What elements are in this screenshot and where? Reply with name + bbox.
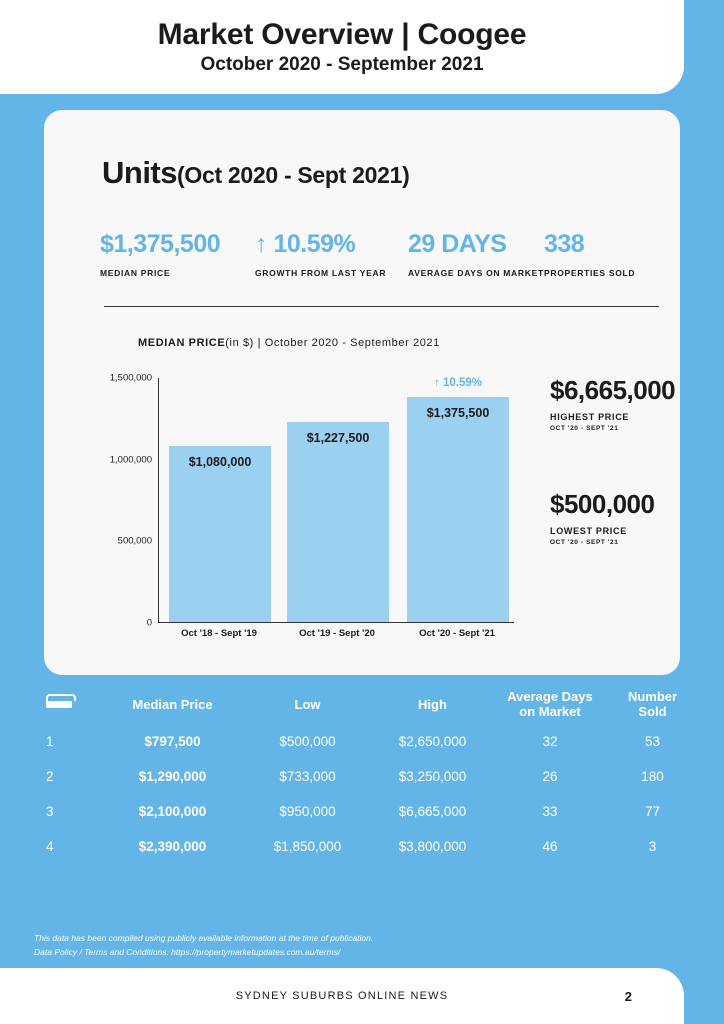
column-header-high: High	[418, 696, 447, 712]
page-subtitle: October 2020 - September 2021	[200, 54, 484, 75]
kpi-growth	[255, 230, 408, 279]
page-number: 2	[624, 988, 632, 1004]
cell-number-sold: 77	[644, 804, 661, 819]
card-title-main: Units	[102, 155, 177, 190]
stat-period: OCT '20 - SEPT '21	[550, 539, 619, 546]
chart-plot-area	[158, 378, 514, 623]
table-header-row	[30, 686, 700, 724]
bar-2019-2020	[287, 422, 389, 622]
kpi-median-price	[100, 230, 255, 279]
highest-price-stat	[550, 375, 724, 432]
footer-brand: SYDNEY SUBURBS ONLINE NEWS	[235, 990, 449, 1002]
cell-number-sold: 53	[644, 734, 661, 749]
chart-heading-rest: (in $) | October 2020 - September 2021	[225, 337, 440, 349]
cell-median-price: $2,390,000	[138, 839, 207, 854]
page-header	[0, 0, 684, 94]
disclaimer-line-1: This data has been compiled using publicly available information at the time of publication.	[34, 933, 374, 943]
chart-x-axis	[158, 628, 514, 646]
cell-high: $6,665,000	[398, 804, 467, 819]
lowest-price-stat	[550, 489, 724, 546]
cell-average-days: 26	[542, 769, 558, 784]
bed-icon	[46, 695, 72, 711]
kpi-row	[100, 230, 660, 279]
bar-2018-2019	[169, 446, 271, 622]
cell-low: $500,000	[279, 734, 336, 749]
cell-number-sold: 180	[641, 769, 664, 784]
y-tick-label: 500,000	[117, 535, 152, 547]
table-row	[30, 829, 700, 864]
column-header-number-sold	[605, 690, 700, 720]
units-summary-card	[44, 110, 680, 675]
column-header-average-days	[495, 690, 605, 720]
kpi-properties-sold	[544, 230, 660, 279]
chart-heading	[138, 337, 440, 349]
median-price-bar-chart	[96, 372, 516, 646]
bedrooms-breakdown-table	[30, 686, 700, 864]
cell-high: $3,800,000	[398, 839, 467, 854]
kpi-average-days	[408, 230, 544, 279]
x-tick-label: Oct '20 - Sept '21	[419, 628, 495, 639]
cell-median-price: $2,100,000	[138, 804, 207, 819]
cell-high: $2,650,000	[398, 734, 467, 749]
kpi-value: 338	[544, 230, 585, 258]
cell-high: $3,250,000	[398, 769, 467, 784]
divider	[104, 306, 659, 307]
y-tick-label: 0	[146, 617, 152, 629]
kpi-label: AVERAGE DAYS ON MARKET	[408, 268, 544, 278]
cell-bedrooms: 2	[46, 769, 54, 784]
column-header-low: Low	[294, 696, 321, 712]
cell-median-price: $797,500	[144, 734, 201, 749]
bed-icon-cell	[30, 695, 100, 716]
bar-value-label: $1,080,000	[188, 455, 252, 469]
kpi-value: 29 DAYS	[408, 230, 507, 258]
cell-bedrooms: 4	[46, 839, 54, 854]
card-title	[102, 155, 409, 191]
kpi-label: MEDIAN PRICE	[100, 268, 171, 278]
table-row	[30, 794, 700, 829]
cell-number-sold: 3	[648, 839, 657, 854]
column-header-line1: Average Days	[507, 689, 593, 705]
stat-label: HIGHEST PRICE	[550, 412, 630, 422]
column-header-line1: Number	[627, 689, 678, 705]
stat-value: $6,665,000	[550, 375, 676, 405]
stat-period: OCT '20 - SEPT '21	[550, 425, 619, 432]
table-row	[30, 724, 700, 759]
cell-bedrooms: 1	[46, 734, 54, 749]
chart-heading-bold: MEDIAN PRICE	[138, 337, 226, 349]
x-tick-label: Oct '19 - Sept '20	[299, 628, 375, 639]
card-title-period: (Oct 2020 - Sept 2021)	[177, 162, 410, 188]
bar-value-label: $1,375,500	[426, 406, 490, 420]
table-row	[30, 759, 700, 794]
side-stats	[550, 375, 724, 546]
disclaimer-line-2[interactable]: Data Policy / Terms and Conditions: https://propertymarketupdates.com.au/terms/	[34, 947, 341, 958]
y-tick-label: 1,000,000	[109, 454, 152, 466]
cell-bedrooms: 3	[46, 804, 54, 819]
kpi-value: ↑ 10.59%	[255, 230, 356, 258]
cell-average-days: 33	[542, 804, 558, 819]
kpi-label: PROPERTIES SOLD	[544, 268, 636, 278]
column-header-line2: Sold	[638, 704, 667, 719]
column-header-line2: on Market	[519, 704, 581, 719]
kpi-value: $1,375,500	[100, 230, 221, 258]
disclaimer	[34, 931, 654, 960]
bar-value-label: $1,227,500	[306, 431, 370, 445]
column-header-median-price: Median Price	[132, 696, 213, 712]
bar-2020-2021	[407, 377, 509, 622]
kpi-label: GROWTH FROM LAST YEAR	[255, 268, 387, 278]
page-footer	[0, 968, 684, 1024]
x-tick-label: Oct '18 - Sept '19	[181, 628, 257, 639]
page-title: Market Overview | Coogee	[157, 18, 527, 51]
stat-label: LOWEST PRICE	[550, 526, 627, 536]
y-tick-label: 1,500,000	[109, 372, 152, 384]
bar-growth-annotation: ↑ 10.59%	[434, 377, 482, 389]
cell-median-price: $1,290,000	[138, 769, 207, 784]
chart-y-axis	[96, 372, 158, 629]
cell-low: $950,000	[279, 804, 336, 819]
stat-value: $500,000	[550, 489, 655, 519]
cell-average-days: 46	[542, 839, 558, 854]
cell-low: $1,850,000	[273, 839, 342, 854]
cell-average-days: 32	[542, 734, 558, 749]
cell-low: $733,000	[279, 769, 336, 784]
